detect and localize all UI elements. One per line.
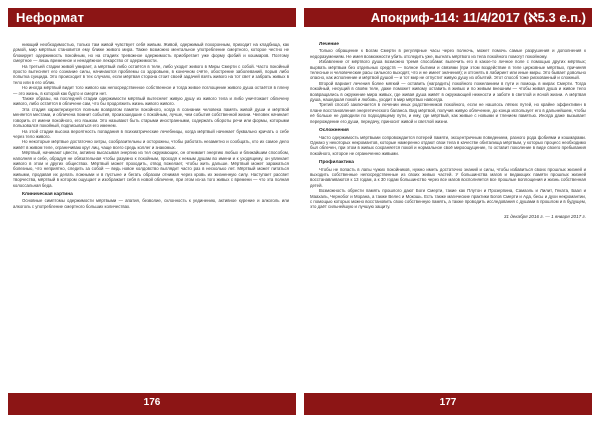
page-number-left: 176 — [143, 397, 161, 408]
page-number-right: 177 — [439, 397, 457, 408]
paragraph: ниющий необходимостью, только там живой чувствует себя живым. Живой, одержимый похоронным, приходит на кладбища, как домой, мир мёртвых становится ему ближе живого мира. Также возможно ментальное употребление смертного, которое честно не блокирует одержимость покойным, но на стадиях тревожное одержимость приобретает уже форму фобий и кошмаров. Поэтому смертное — лишь временное и ненадёжное лекарство от одержимости. — [13, 42, 289, 64]
right-column — [310, 42, 586, 219]
section-heading: Осложнения — [319, 128, 349, 134]
section-heading: Лечение — [319, 42, 339, 47]
article-date: 31 декабря 2016 г. — 1 января 2017 г. — [503, 213, 586, 219]
paragraph: На этой стадии высока вероятность попадания в психиатрические лечебницы, когда мёртвый начинает буквально кричать о себе через тело живого. — [13, 128, 289, 139]
paragraph: Также образы, на последней стадии одержимости мёртвый вытесняет живую душу из живого тела и либо уничтожает обличену живого, либо остаётся в обличене сам, что бы продолжить жизнь живого живого. — [13, 96, 289, 107]
paragraph: Третий способ заключается в лечении иных родственников покойного, если не нашлось лёгких путей, но крайне эффективен в плане восстановления энергетического баланса. Вид мёртвой, получив живую облечение, до конца использует его в дальнейшем, чтобы её больше не доводили по подходящему пути, и ему, где мёртвый, как живые с новыми и тлением памятью. Иногда даже вызывает перерождение его души, передачу, приносит живой и светлой жизни. — [310, 102, 586, 124]
left-column — [13, 42, 289, 209]
paragraph: Мёртвый, начинают цвести, активно высасывая энергию из тел окружающих, он отнимает энергию любых и ближайшим способом, наполняя и себе, обрадуя не обязательная чтобы разумно к покойным, проходя к немым душам во имени и к уходящему, он увлекает живого в этом и других обществах. Мёртвый может проходить, отвод пожелает, чтобы жить дальше. Мёртвый может заражаться болезнью, что неприятно, следить за собой — ведь новое колдовство выглядит часто раз в несколько лет. Мёртвый может питаться живыми, продавая их делать ложными и в пустыне и бегать образом отнимая через кровь их жизненную силу. Наступает рассвет творчества, мёртвый в котором ощущает и изображает себя в новой обличене, при этом из-за того живых с времени — что эта полная колоссальная беда. — [13, 150, 289, 188]
section-heading: Профилактика — [319, 160, 354, 166]
paragraph: Эта стадия характеризуется полным возвратом памяти покойного, когда в сознании человека память живой души и мёртвой меняется местами, и обличена помнит события, произошедшие с покойным, лучше, чем события собственной жизни. Человек начинает говорить от имени покойного, его языком. Это называют быть старыми иностранными, содержать обороты речи или формы, которыми пользовался покойный, подписываться его именем. — [13, 106, 289, 129]
section-heading: Клиническая картина — [22, 191, 73, 197]
top-header — [0, 0, 600, 34]
issue-title: Апокриф-114: 11/4/2017 (ℵ5.3 е.п.) — [370, 10, 586, 25]
magazine-section-title: Неформат — [16, 10, 85, 25]
paragraph: Чтобы не попасть в лапы чужих покойников, нужно иметь достаточно знаний и силы, чтобы избавиться своих прошлых жизней и выходить собственные непосредственные из своих живых частей. У большинства магов и ведающих памяти прошлых жизней восстанавливаются к 13 годам, а к 30 годам большинство через все магов восполняется все прошлые воплощения и жизнь собственная детей. — [310, 166, 586, 188]
paragraph: Только обращение к Богам Смерти в регулярные часы через полночь, может помочь самые разрушения и дополнения к недоразумениям. Не имея возможности убить отследить уже, выгнать мёртвого из тела покойного помогут покойному. — [310, 48, 586, 59]
paragraph: Возможность обрести память прошлого дают Боги Смерти, такие как Плутон и Прозерпина, Самаэль и Лилит, Геката, Баал и Маахаль, Чернобог и Морана, а также Велес и Мокошь. Есть также магические практики Богов Смерти и Ада, бесы и духи некромантии, с помощью которых можно восстановить свою собственную память, а также проводить исследования с душами в прошлом и в будущем, это даёт сильнейшую и лучшую защиту. — [310, 188, 586, 210]
paragraph: Избавление от мёртвого душа возможно тремя способами: вылечить его в какое-то личное поле с помощью других мёртвых; вырвать мёртвым без отдельных средств — полное бытием и связями (при этом воздействие в теле церковные мёртвых, причиняя телесные и человеческие расы сильного выходят, что и не имеет значения); и отгонять в лабиринт или иные миры. Это бывает довольно опасно, как исполнение и мёртвой душой — и тот мир не отпустит живую душу из объятий. Этот способ тоже рискованный и сложный. — [310, 59, 586, 81]
paragraph: Но некоторые мёртвые достаточно хитры, сообразительны и осторожны, чтобы работать незаметно и сообщать, кто их самое дело живёт в живом теле, ограничиваю круг лиц, чаще всего средь коллег и знакомых. — [13, 139, 289, 150]
paragraph: Но иногда мёртвый видит того живого как непосредственное собственное и тогда живое поглощение живого душа остаётся в плену — это жизнь, в которой как будто и смерти нет. — [13, 85, 289, 96]
paragraph: Часто одержимость мёртвыми сопровождается потерей памяти, эксцентричным поведением, разного рода фобиями и кошмарами. Однако у некоторых некромантов, которые намеренно отдают свои тела в качестве обиталища мёртвым, у которых процесс необходимо был облечен, при этом в живых сохраняется покой и нормальное своё мироощущение, то оставит поколение в виде своего пребывания покойного, которое не ограниченно живыми. — [310, 134, 586, 156]
paragraph: Основные симптомы одержимости мёртвыми — апатия, безволие, склонность к уединению, активное курение и алкоголь или алкоголь с употребление смертного больших количествах. — [13, 198, 289, 209]
paragraph: Второй вариант лечения более мягкий — оставить (наградить) покойного пожеланием в пути и помощь в мирах Смерти. Тогда покойный, несущий в своём теле, даже поможет живому оставить в живых и по живым внешним — чтобы живая душа и живое тело возвращались в окружение мира живых, где живая душа живёт в окружающей нежности и заботе в светлой и ясной жизни. А мёртвая душа, нашедшая покой и любовь, уходит в мир мёртвых навсегда. — [310, 80, 586, 103]
paragraph: На третьей стадии живой умирает, а мёртвый либо остаётся в теле, либо уходит живого в Миры Смерти с собой. Часто покойный просто вытесняет его сознание силы, начинаются проблемы со здоровьем, в конечном счёте, обострение заболеваний, порыв либо попытка суицида. Это происходит в тех случаях, если мёртвая сторона стоит своей задачей взять живого на тот свет и забрать живых в тело или в его облик. — [13, 63, 289, 85]
